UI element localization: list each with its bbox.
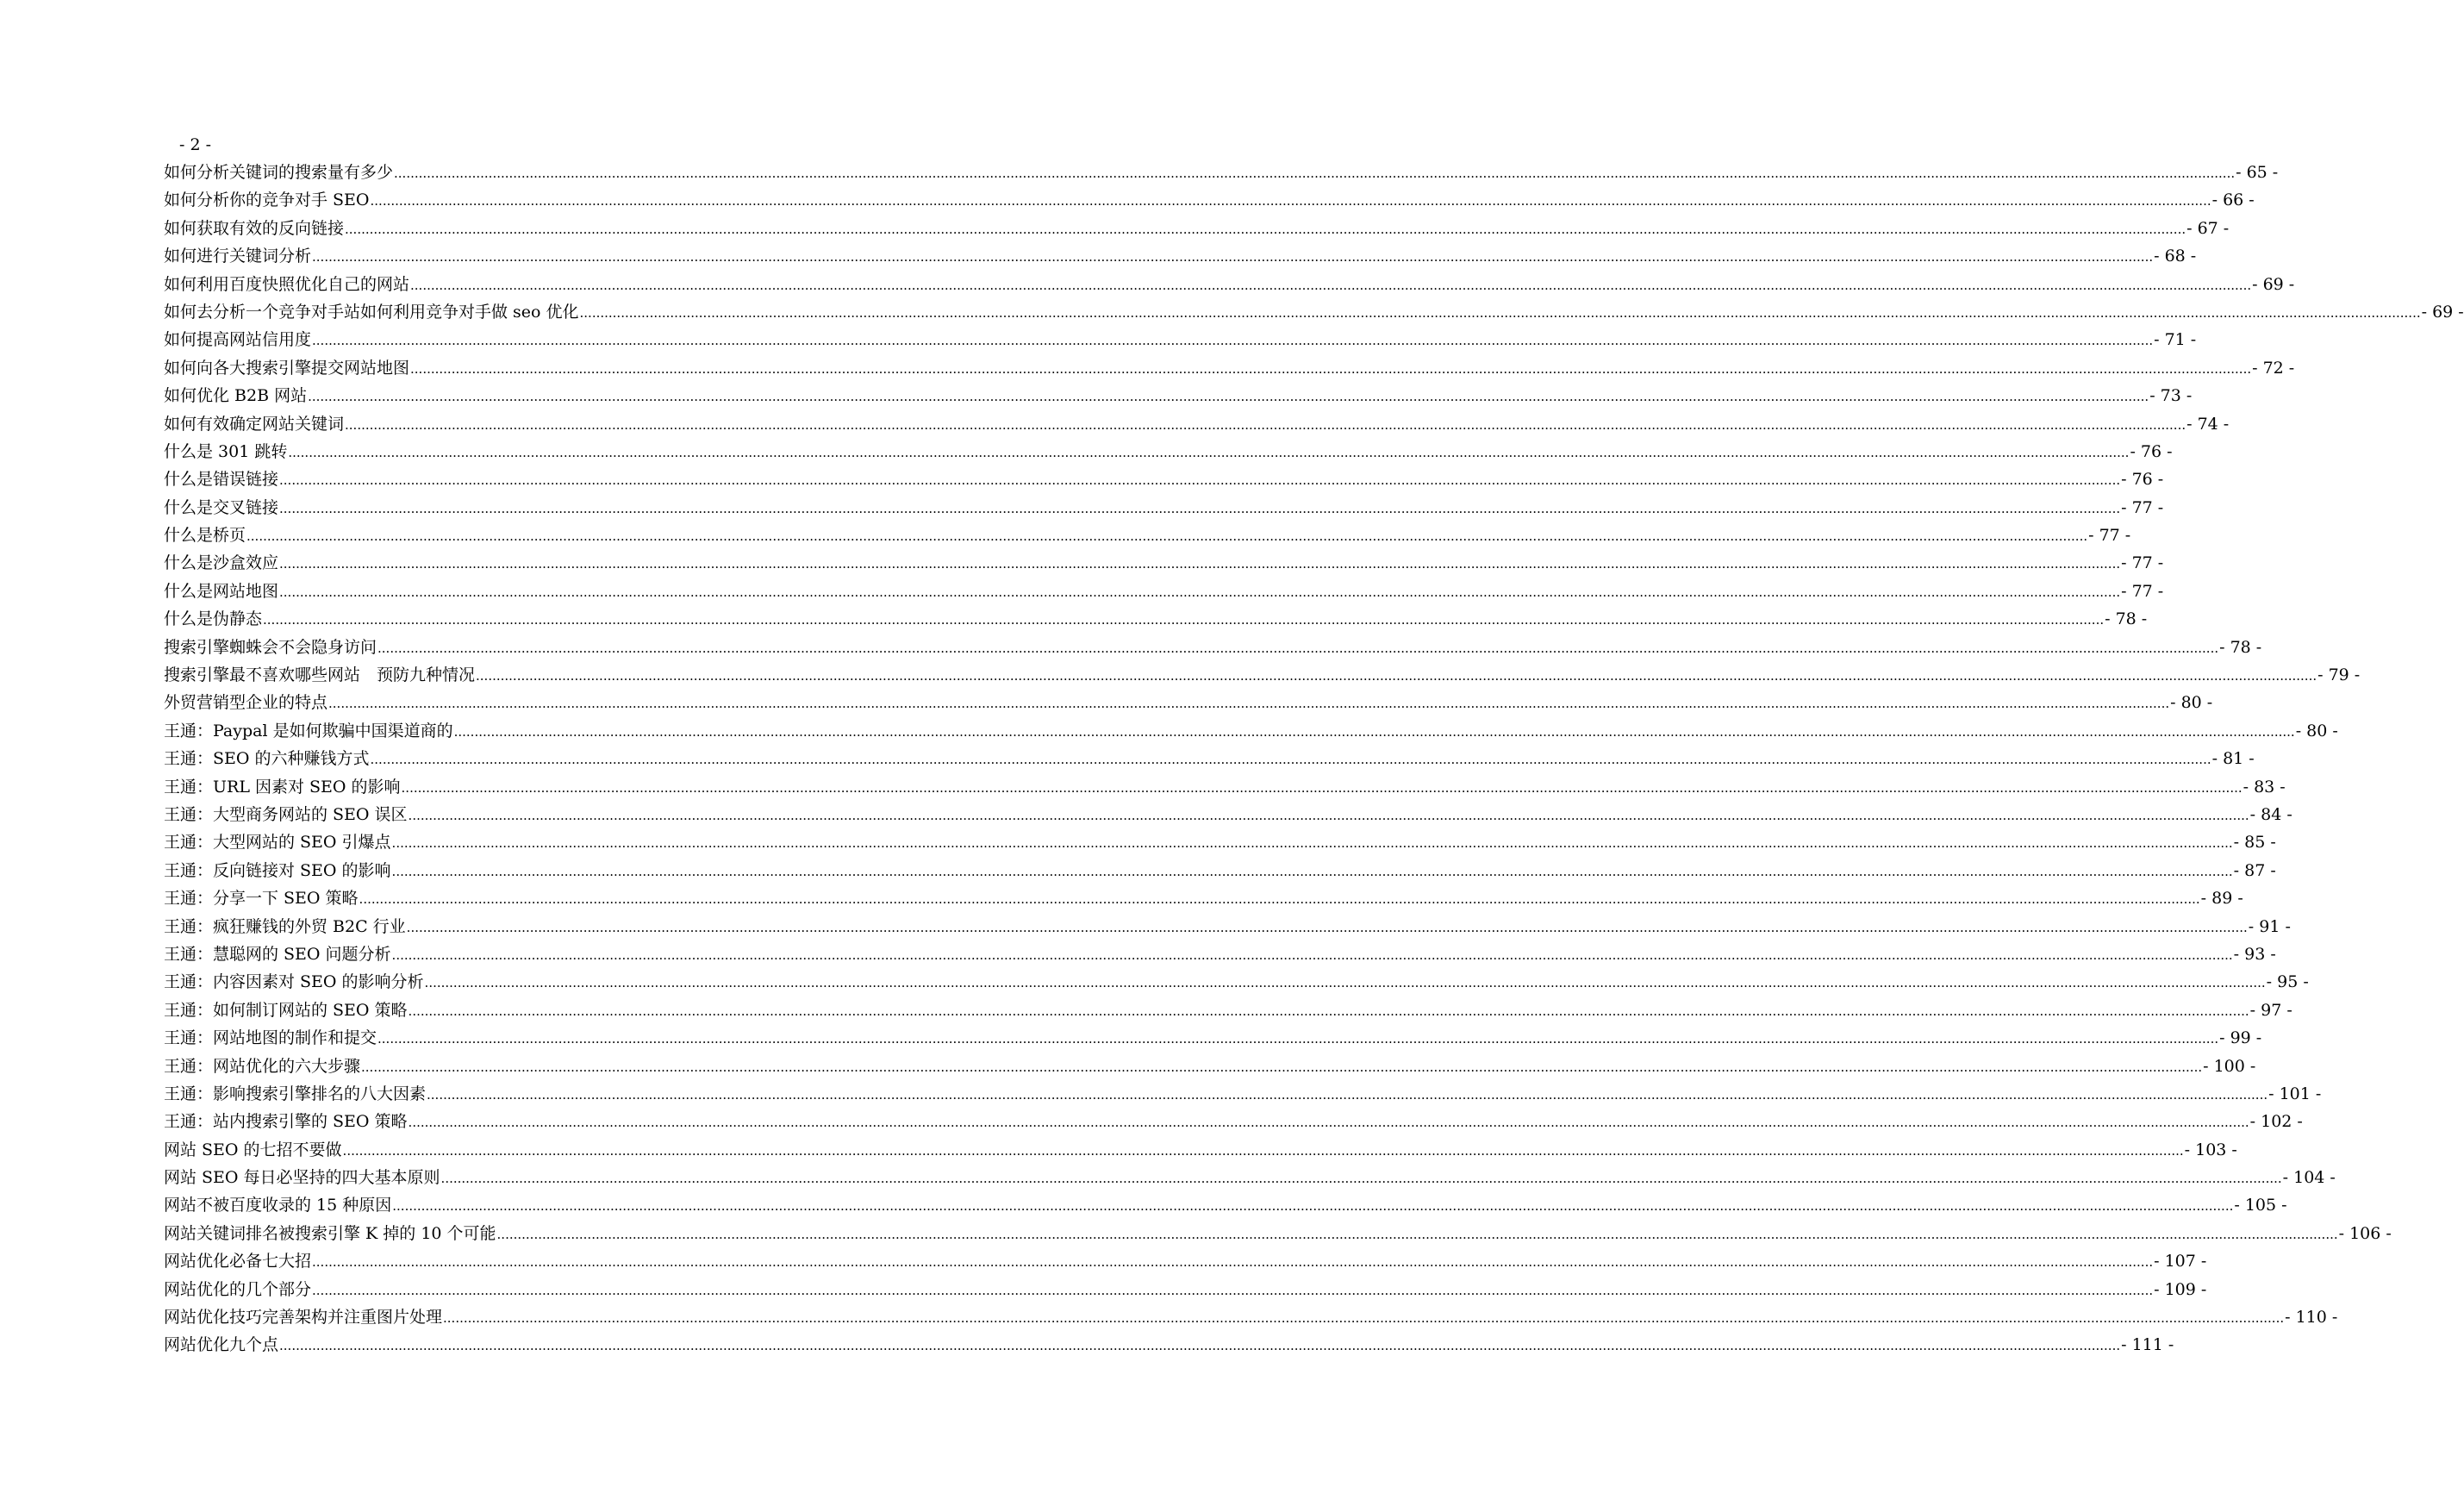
toc-entry-page: - 83 -	[2243, 777, 2286, 797]
toc-entry[interactable]	[164, 438, 2173, 465]
toc-entry[interactable]	[164, 828, 2276, 856]
toc-entry[interactable]	[164, 968, 2309, 996]
toc-entry-page: - 77 -	[2121, 553, 2164, 573]
toc-entry-title: 王通：Paypal 是如何欺骗中国渠道商的	[164, 721, 453, 740]
toc-entry[interactable]	[164, 913, 2291, 940]
toc-entry-title: 如何获取有效的反向链接	[164, 218, 345, 238]
toc-leader-dots: ................................................................................................................................................................................................................................................................................................................................................................................................................................................................	[391, 863, 2233, 879]
toc-leader-dots: ................................................................................................................................................................................................................................................................................................................................................................................................................................................................	[263, 612, 2105, 628]
toc-entry-page: - 95 -	[2266, 972, 2309, 992]
toc-entry-title: 王通：慧聪网的 SEO 问题分析	[164, 944, 391, 964]
toc-entry-page: - 89 -	[2200, 889, 2243, 909]
table-of-contents	[164, 159, 2464, 1359]
toc-entry-title: 如何去分析一个竞争对手站如何利用竞争对手做 seo 优化	[164, 302, 579, 322]
toc-entry-title: 如何向各大搜索引擎提交网站地图	[164, 358, 410, 378]
toc-entry-page: - 101 -	[2268, 1084, 2322, 1103]
toc-entry[interactable]	[164, 997, 2292, 1024]
toc-entry-title: 王通：大型网站的 SEO 引爆点	[164, 833, 391, 853]
toc-leader-dots: ................................................................................................................................................................................................................................................................................................................................................................................................................................................................	[345, 221, 2186, 237]
toc-leader-dots: ................................................................................................................................................................................................................................................................................................................................................................................................................................................................	[246, 528, 2088, 545]
toc-leader-dots: ................................................................................................................................................................................................................................................................................................................................................................................................................................................................	[496, 1226, 2338, 1242]
toc-leader-dots: ................................................................................................................................................................................................................................................................................................................................................................................................................................................................	[345, 416, 2186, 433]
toc-entry[interactable]	[164, 1247, 2207, 1275]
toc-entry-title: 什么是沙盒效应	[164, 553, 279, 573]
toc-entry[interactable]	[164, 215, 2230, 242]
toc-entry-page: - 81 -	[2211, 749, 2255, 769]
toc-leader-dots: ................................................................................................................................................................................................................................................................................................................................................................................................................................................................	[342, 1142, 2184, 1159]
toc-entry[interactable]	[164, 1331, 2174, 1359]
toc-entry-page: - 72 -	[2252, 358, 2295, 378]
toc-entry-page: - 84 -	[2249, 804, 2292, 824]
toc-entry[interactable]	[164, 1108, 2303, 1135]
toc-leader-dots: ................................................................................................................................................................................................................................................................................................................................................................................................................................................................	[410, 277, 2252, 293]
toc-entry-title: 什么是错误链接	[164, 470, 279, 490]
toc-entry-page: - 66 -	[2211, 191, 2255, 210]
toc-entry-title: 网站优化必备七大招	[164, 1252, 312, 1271]
toc-leader-dots: ................................................................................................................................................................................................................................................................................................................................................................................................................................................................	[410, 360, 2252, 377]
toc-entry[interactable]	[164, 1191, 2287, 1219]
toc-entry-title: 网站优化技巧完善架构并注重图片处理	[164, 1308, 443, 1328]
toc-entry-title: 如何分析你的竞争对手 SEO	[164, 191, 370, 210]
toc-leader-dots: ................................................................................................................................................................................................................................................................................................................................................................................................................................................................	[476, 668, 2317, 684]
toc-entry-title: 王通：影响搜索引擎排名的八大因素	[164, 1084, 427, 1103]
toc-entry-page: - 107 -	[2154, 1252, 2207, 1271]
toc-entry-page: - 69 -	[2421, 302, 2464, 322]
toc-leader-dots: ................................................................................................................................................................................................................................................................................................................................................................................................................................................................	[312, 333, 2154, 349]
toc-entry-page: - 85 -	[2233, 833, 2276, 853]
toc-entry-title: 王通：SEO 的六种赚钱方式	[164, 749, 370, 769]
toc-leader-dots: ................................................................................................................................................................................................................................................................................................................................................................................................................................................................	[370, 752, 2211, 768]
toc-entry-title: 什么是伪静态	[164, 609, 263, 629]
toc-leader-dots: ................................................................................................................................................................................................................................................................................................................................................................................................................................................................	[312, 249, 2154, 266]
toc-entry-page: - 102 -	[2249, 1112, 2303, 1132]
toc-entry-page: - 67 -	[2186, 218, 2230, 238]
toc-entry-page: - 103 -	[2184, 1140, 2237, 1159]
toc-leader-dots: ................................................................................................................................................................................................................................................................................................................................................................................................................................................................	[453, 723, 2295, 740]
toc-entry-page: - 65 -	[2236, 163, 2279, 182]
toc-entry-page: - 74 -	[2186, 414, 2230, 434]
toc-leader-dots: ................................................................................................................................................................................................................................................................................................................................................................................................................................................................	[408, 807, 2249, 823]
toc-entry[interactable]	[164, 354, 2295, 382]
toc-entry-title: 王通：反向链接对 SEO 的影响	[164, 860, 391, 880]
toc-entry-title: 什么是桥页	[164, 526, 246, 546]
toc-entry-title: 王通：如何制订网站的 SEO 策略	[164, 1000, 408, 1020]
toc-entry-title: 如何分析关键词的搜索量有多少	[164, 163, 394, 182]
toc-leader-dots: ................................................................................................................................................................................................................................................................................................................................................................................................................................................................	[391, 835, 2233, 852]
toc-entry[interactable]	[164, 1164, 2336, 1191]
toc-entry[interactable]	[164, 1136, 2237, 1164]
toc-entry-page: - 97 -	[2249, 1000, 2292, 1020]
page-number: - 2 -	[179, 135, 212, 154]
toc-entry-page: - 109 -	[2154, 1279, 2207, 1299]
toc-entry-page: - 111 -	[2121, 1335, 2174, 1355]
toc-leader-dots: ................................................................................................................................................................................................................................................................................................................................................................................................................................................................	[391, 947, 2233, 963]
toc-entry-page: - 110 -	[2285, 1308, 2338, 1328]
toc-entry[interactable]	[164, 717, 2338, 745]
toc-entry-page: - 77 -	[2088, 526, 2131, 546]
toc-entry-page: - 77 -	[2121, 581, 2164, 601]
toc-leader-dots: ................................................................................................................................................................................................................................................................................................................................................................................................................................................................	[440, 1171, 2282, 1187]
toc-entry[interactable]	[164, 494, 2164, 522]
toc-leader-dots: ................................................................................................................................................................................................................................................................................................................................................................................................................................................................	[288, 444, 2130, 460]
toc-leader-dots: ................................................................................................................................................................................................................................................................................................................................................................................................................................................................	[370, 193, 2211, 209]
toc-leader-dots: ................................................................................................................................................................................................................................................................................................................................................................................................................................................................	[443, 1310, 2285, 1327]
toc-entry-title: 什么是交叉链接	[164, 497, 279, 517]
toc-leader-dots: ................................................................................................................................................................................................................................................................................................................................................................................................................................................................	[427, 1086, 2268, 1103]
toc-leader-dots: ................................................................................................................................................................................................................................................................................................................................................................................................................................................................	[279, 1338, 2121, 1354]
toc-entry[interactable]	[164, 242, 2197, 270]
toc-entry[interactable]	[164, 745, 2255, 772]
toc-entry-title: 王通：大型商务网站的 SEO 误区	[164, 804, 408, 824]
toc-entry[interactable]	[164, 465, 2164, 493]
toc-entry[interactable]	[164, 578, 2164, 605]
toc-leader-dots: ................................................................................................................................................................................................................................................................................................................................................................................................................................................................	[312, 1282, 2154, 1298]
toc-leader-dots: ................................................................................................................................................................................................................................................................................................................................................................................................................................................................	[406, 919, 2248, 935]
toc-entry-page: - 80 -	[2295, 721, 2338, 740]
toc-entry-title: 王通：内容因素对 SEO 的影响分析	[164, 972, 424, 992]
toc-entry[interactable]	[164, 271, 2295, 298]
toc-entry[interactable]	[164, 1080, 2322, 1108]
toc-entry[interactable]	[164, 1024, 2262, 1052]
toc-entry[interactable]	[164, 1303, 2338, 1331]
toc-entry-page: - 73 -	[2149, 386, 2193, 406]
toc-entry-title: 王通：网站优化的六大步骤	[164, 1056, 361, 1076]
toc-entry[interactable]	[164, 773, 2286, 801]
toc-entry[interactable]	[164, 884, 2243, 912]
toc-entry[interactable]	[164, 159, 2279, 186]
toc-entry-page: - 79 -	[2317, 665, 2361, 685]
toc-entry-page: - 80 -	[2170, 693, 2213, 713]
toc-leader-dots: ................................................................................................................................................................................................................................................................................................................................................................................................................................................................	[279, 556, 2121, 572]
toc-entry[interactable]	[164, 605, 2148, 633]
toc-entry[interactable]	[164, 326, 2197, 353]
toc-entry-title: 如何进行关键词分析	[164, 247, 312, 266]
toc-leader-dots: ................................................................................................................................................................................................................................................................................................................................................................................................................................................................	[328, 696, 2170, 712]
toc-entry-title: 网站优化的几个部分	[164, 1279, 312, 1299]
toc-entry-title: 什么是 301 跳转	[164, 441, 288, 461]
toc-entry-page: - 105 -	[2234, 1196, 2287, 1215]
toc-entry-page: - 68 -	[2154, 247, 2197, 266]
toc-entry[interactable]	[164, 522, 2131, 549]
toc-entry-title: 如何提高网站信用度	[164, 330, 312, 350]
toc-entry[interactable]	[164, 857, 2276, 884]
toc-entry-title: 如何优化 B2B 网站	[164, 386, 308, 406]
toc-leader-dots: ................................................................................................................................................................................................................................................................................................................................................................................................................................................................	[579, 304, 2421, 321]
toc-leader-dots: ................................................................................................................................................................................................................................................................................................................................................................................................................................................................	[359, 891, 2200, 908]
toc-entry-page: - 104 -	[2282, 1168, 2336, 1188]
toc-entry-title: 王通：URL 因素对 SEO 的影响	[164, 777, 401, 797]
toc-entry-title: 如何利用百度快照优化自己的网站	[164, 274, 410, 294]
toc-entry-title: 搜索引擎最不喜欢哪些网站 预防九种情况	[164, 665, 476, 685]
toc-entry-page: - 76 -	[2121, 470, 2164, 490]
toc-entry-title: 什么是网站地图	[164, 581, 279, 601]
toc-entry[interactable]	[164, 689, 2213, 716]
toc-entry-title: 网站不被百度收录的 15 种原因	[164, 1196, 392, 1215]
toc-entry-title: 王通：网站地图的制作和提交	[164, 1028, 377, 1048]
toc-leader-dots: ................................................................................................................................................................................................................................................................................................................................................................................................................................................................	[361, 1059, 2203, 1075]
toc-entry-title: 网站 SEO 每日必坚持的四大基本原则	[164, 1168, 440, 1188]
toc-entry-page: - 100 -	[2203, 1056, 2256, 1076]
toc-entry-title: 如何有效确定网站关键词	[164, 414, 345, 434]
toc-leader-dots: ................................................................................................................................................................................................................................................................................................................................................................................................................................................................	[408, 1115, 2249, 1131]
toc-leader-dots: ................................................................................................................................................................................................................................................................................................................................................................................................................................................................	[312, 1254, 2154, 1271]
toc-entry[interactable]	[164, 549, 2164, 577]
toc-entry[interactable]	[164, 1276, 2207, 1303]
toc-entry-page: - 78 -	[2219, 637, 2262, 657]
toc-entry-title: 外贸营销型企业的特点	[164, 693, 328, 713]
toc-leader-dots: ................................................................................................................................................................................................................................................................................................................................................................................................................................................................	[279, 472, 2121, 489]
toc-entry-title: 王通：疯狂赚钱的外贸 B2C 行业	[164, 916, 406, 936]
toc-leader-dots: ................................................................................................................................................................................................................................................................................................................................................................................................................................................................	[377, 640, 2219, 656]
toc-leader-dots: ................................................................................................................................................................................................................................................................................................................................................................................................................................................................	[279, 500, 2121, 516]
toc-entry[interactable]	[164, 298, 2464, 326]
toc-entry[interactable]	[164, 801, 2292, 828]
toc-entry-title: 网站 SEO 的七招不要做	[164, 1140, 342, 1159]
toc-entry[interactable]	[164, 1053, 2256, 1080]
toc-entry[interactable]	[164, 940, 2276, 968]
toc-entry-page: - 93 -	[2233, 944, 2276, 964]
toc-entry-page: - 91 -	[2248, 916, 2291, 936]
toc-entry[interactable]	[164, 382, 2193, 409]
toc-leader-dots: ................................................................................................................................................................................................................................................................................................................................................................................................................................................................	[394, 166, 2236, 181]
toc-entry-title: 网站优化九个点	[164, 1335, 279, 1355]
toc-entry[interactable]	[164, 410, 2230, 438]
toc-entry-page: - 71 -	[2154, 330, 2197, 350]
toc-entry-title: 网站关键词排名被搜索引擎 K 掉的 10 个可能	[164, 1223, 496, 1243]
toc-entry-page: - 99 -	[2219, 1028, 2262, 1048]
toc-entry-title: 王通：站内搜索引擎的 SEO 策略	[164, 1112, 408, 1132]
toc-leader-dots: ................................................................................................................................................................................................................................................................................................................................................................................................................................................................	[408, 1003, 2249, 1019]
toc-leader-dots: ................................................................................................................................................................................................................................................................................................................................................................................................................................................................	[392, 1198, 2234, 1215]
toc-entry-title: 搜索引擎蜘蛛会不会隐身访问	[164, 637, 377, 657]
toc-entry[interactable]	[164, 1220, 2392, 1247]
toc-leader-dots: ................................................................................................................................................................................................................................................................................................................................................................................................................................................................	[279, 584, 2121, 600]
toc-leader-dots: ................................................................................................................................................................................................................................................................................................................................................................................................................................................................	[401, 779, 2243, 796]
toc-entry-page: - 76 -	[2130, 441, 2173, 461]
toc-entry[interactable]	[164, 661, 2361, 689]
toc-leader-dots: ................................................................................................................................................................................................................................................................................................................................................................................................................................................................	[424, 975, 2266, 991]
toc-entry-page: - 69 -	[2252, 274, 2295, 294]
toc-entry-page: - 77 -	[2121, 497, 2164, 517]
toc-entry-title: 王通：分享一下 SEO 策略	[164, 889, 359, 909]
toc-entry-page: - 87 -	[2233, 860, 2276, 880]
toc-leader-dots: ................................................................................................................................................................................................................................................................................................................................................................................................................................................................	[377, 1031, 2219, 1047]
toc-leader-dots: ................................................................................................................................................................................................................................................................................................................................................................................................................................................................	[308, 389, 2149, 405]
toc-entry[interactable]	[164, 634, 2262, 661]
toc-entry-page: - 78 -	[2105, 609, 2148, 629]
toc-entry-page: - 106 -	[2338, 1223, 2392, 1243]
toc-entry[interactable]	[164, 186, 2255, 214]
